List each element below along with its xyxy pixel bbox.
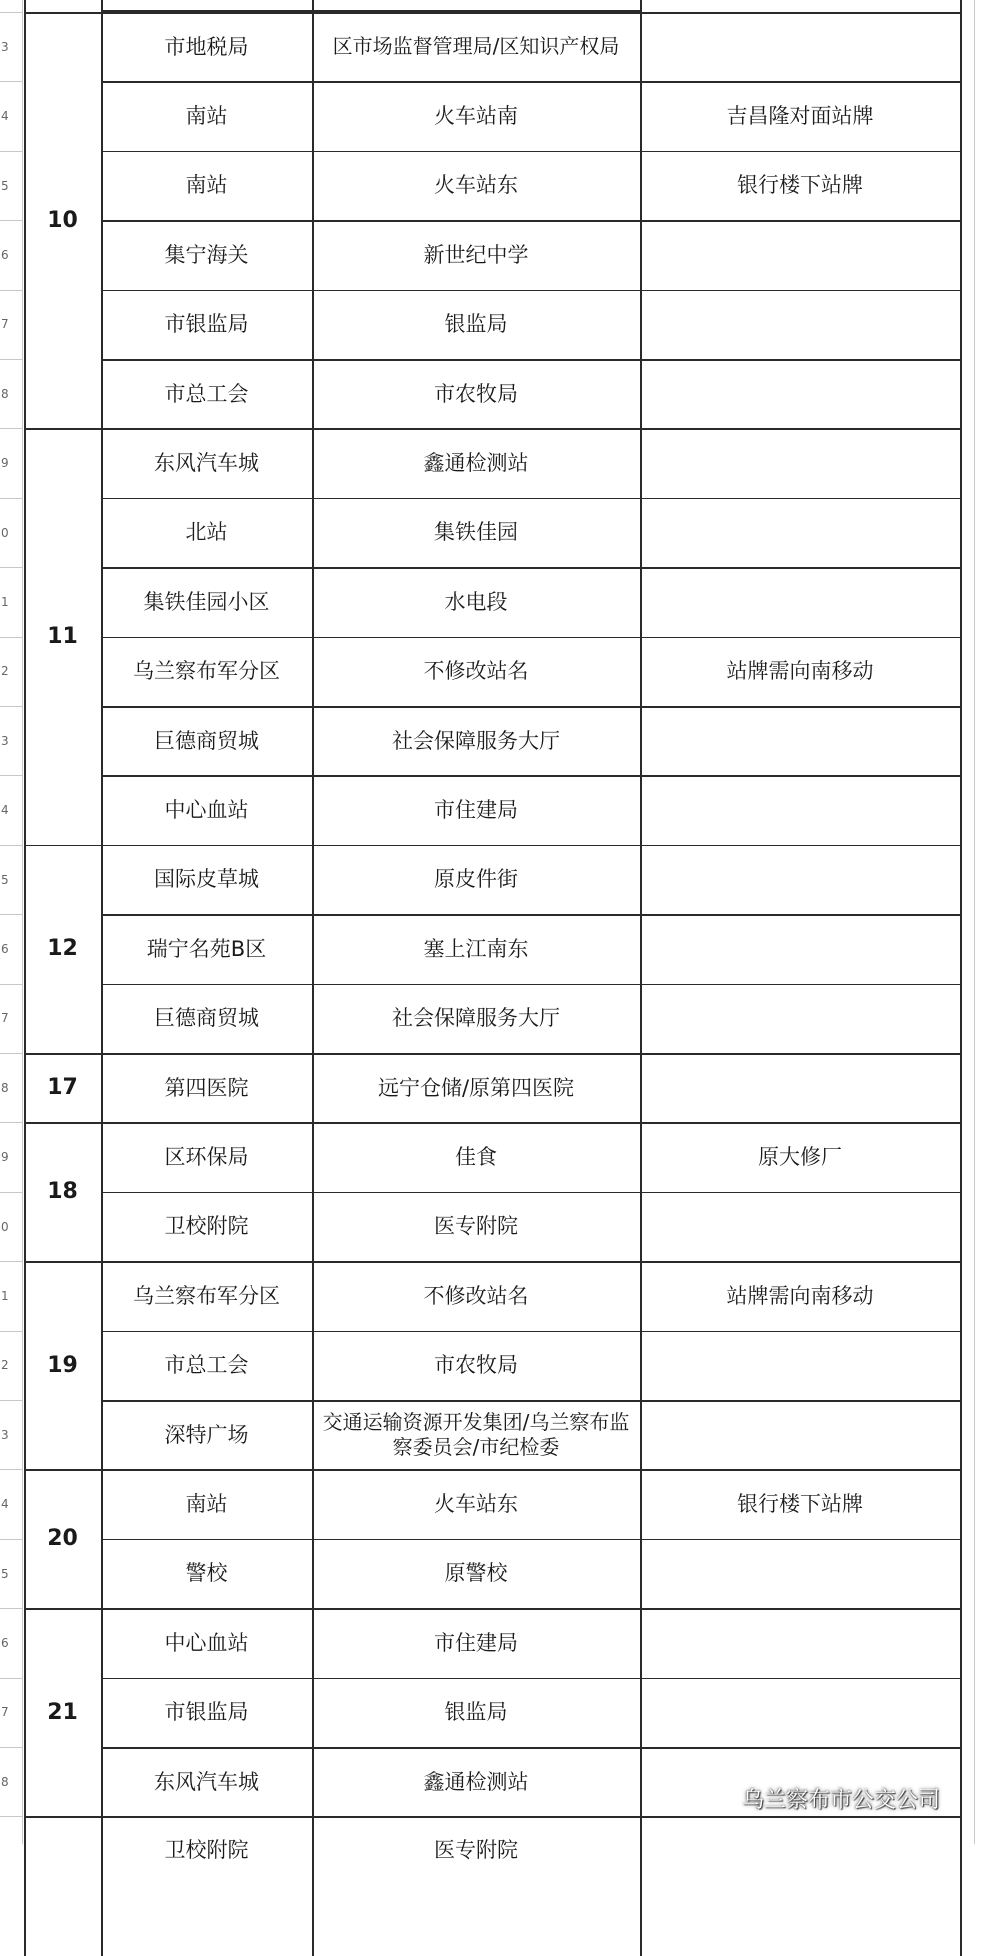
old-stop-name: 集宁海关 [164,242,249,267]
row-number: 4 [1,1497,9,1512]
row-number: 4 [1,803,9,818]
route-number: 10 [47,207,78,233]
old-stop-name: 市总工会 [164,381,249,406]
new-stop-name: 火车站东 [434,173,518,198]
old-stop-name: 市地税局 [164,34,249,59]
row-number: 6 [1,941,9,956]
old-stop-name: 巨德商贸城 [154,1006,259,1031]
rownum-divider [0,220,22,221]
new-stop-name: 火车站南 [434,103,518,128]
rownum-divider [0,1747,22,1748]
rownum-divider [0,1122,22,1123]
rownum-divider [0,845,22,846]
old-stop-name: 瑞宁名苑B区 [146,936,267,961]
rownum-divider [0,1469,22,1470]
rownum-divider [0,290,22,291]
rownum-divider [0,1400,22,1401]
row-number: 4 [1,109,9,124]
new-stop-name: 区市场监督管理局/区知识产权局 [332,34,620,59]
rownum-divider [0,1816,22,1817]
new-stop-name: 银监局 [444,312,508,337]
remark: 银行楼下站牌 [737,1491,863,1516]
row-number: 8 [1,386,9,401]
new-stop-name: 远宁仓储/原第四医院 [377,1075,575,1100]
remark [640,1678,960,1747]
old-stop-name: 卫校附院 [164,1214,249,1239]
new-stop-name: 不修改站名 [423,659,529,684]
rownum-divider [0,359,22,360]
remark [640,1192,960,1261]
row-number: 9 [1,456,9,471]
remark: 原大修厂 [758,1144,842,1169]
rownum-divider [0,151,22,152]
new-stop-name: 原皮件街 [434,867,518,892]
remark [640,1053,960,1122]
remark [640,359,960,428]
old-stop-name: 警校 [185,1561,228,1586]
remark [640,1608,960,1677]
remark [640,290,960,359]
rownum-divider [0,1678,22,1679]
row-number: 0 [1,525,9,540]
remark [640,914,960,983]
new-stop-name: 佳食 [455,1144,497,1169]
rownum-divider [0,567,22,568]
new-stop-name: 市农牧局 [434,1353,518,1378]
new-stop-name: 集铁佳园 [434,520,518,545]
rownum-divider [0,914,22,915]
old-stop-name: 南站 [185,1491,228,1516]
remark: 站牌需向南移动 [726,1283,874,1308]
new-stop-name: 市住建局 [434,797,518,822]
route-number: 11 [47,624,78,650]
remark: 站牌需向南移动 [726,659,874,684]
remark [640,1331,960,1400]
old-stop-name: 东风汽车城 [154,1769,259,1794]
remark [640,984,960,1053]
old-stop-name: 巨德商贸城 [154,728,259,753]
route-number: 12 [47,936,78,962]
remark [640,12,960,81]
rownum-divider [0,1192,22,1193]
old-stop-name: 市总工会 [164,1353,249,1378]
rownum-divider [0,775,22,776]
old-stop-name: 中心血站 [164,797,249,822]
row-number: 3 [1,1427,9,1442]
rownum-divider [0,1539,22,1540]
row-number: 3 [1,39,9,54]
row-number: 2 [1,1358,9,1373]
remark [640,498,960,567]
sheet-gridline-right [974,0,975,1844]
rownum-divider [0,1261,22,1262]
old-stop-name: 第四医院 [164,1075,249,1100]
row-number: 1 [1,1288,9,1303]
new-stop-name: 市住建局 [434,1630,518,1655]
watermark [700,1778,970,1818]
remark [640,706,960,775]
sheet-gridline-left [22,0,23,1844]
old-stop-name: 深特广场 [164,1422,249,1447]
row-number: 5 [1,178,9,193]
remark: 吉昌隆对面站牌 [726,103,874,128]
column-divider [960,0,962,1956]
old-stop-name: 市银监局 [164,1700,249,1725]
row-number: 7 [1,1705,9,1720]
new-stop-name: 社会保障服务大厅 [392,1006,560,1031]
rownum-divider [0,1331,22,1332]
row-number: 6 [1,247,9,262]
row-number: 9 [1,1150,9,1165]
row-number: 8 [1,1080,9,1095]
new-stop-name: 原警校 [444,1561,508,1586]
remark [640,567,960,636]
new-stop-name: 不修改站名 [423,1283,529,1308]
remark [640,1539,960,1608]
row-number: 5 [1,872,9,887]
row-number: 1 [1,594,9,609]
route-number: 21 [47,1699,78,1725]
old-stop-name: 北站 [185,520,228,545]
old-stop-name: 市银监局 [164,312,249,337]
remark [640,428,960,497]
row-number: 6 [1,1635,9,1650]
route-number: 18 [47,1179,78,1205]
new-stop-name: 医专附院 [434,1214,518,1239]
rownum-divider [0,1053,22,1054]
route-number: 19 [47,1352,78,1378]
route-number: 20 [47,1526,78,1552]
row-number: 7 [1,317,9,332]
new-stop-name: 市农牧局 [434,381,518,406]
new-stop-name: 鑫通检测站 [423,450,529,475]
row-number: 8 [1,1774,9,1789]
route-number: 17 [47,1075,78,1101]
new-stop-name: 塞上江南东 [423,936,529,961]
rownum-divider [0,706,22,707]
old-stop-name: 集铁佳园小区 [143,589,270,614]
row-number: 5 [1,1566,9,1581]
old-stop-name: 国际皮草城 [154,867,259,892]
row-number: 7 [1,1011,9,1026]
remark [640,220,960,289]
new-stop-name: 交通运输资源开发集团/乌兰察布监察委员会/市纪检委 [322,1409,630,1459]
old-stop-name: 区环保局 [164,1144,249,1169]
new-stop-name: 银监局 [444,1700,508,1725]
rownum-divider [0,984,22,985]
new-stop-name: 新世纪中学 [423,242,529,267]
watermark-text: 乌兰察布市公交公司 [742,1787,941,1813]
remark [640,1400,960,1469]
old-stop-name: 乌兰察布军分区 [133,1283,280,1308]
partial-old-stop-name: 卫校附院 [164,1838,249,1863]
row-number: 0 [1,1219,9,1234]
remark [640,845,960,914]
row-number: 3 [1,733,9,748]
remark: 银行楼下站牌 [737,173,863,198]
old-stop-name: 中心血站 [164,1630,249,1655]
old-stop-name: 乌兰察布军分区 [133,659,280,684]
rownum-divider [0,1608,22,1609]
rownum-divider [0,498,22,499]
wechat-icon [700,1781,734,1815]
partial-new-stop-name: 医专附院 [434,1838,518,1863]
rownum-divider [0,12,22,13]
row-number: 2 [1,664,9,679]
new-stop-name: 社会保障服务大厅 [392,728,560,753]
old-stop-name: 南站 [185,103,228,128]
old-stop-name: 东风汽车城 [154,450,259,475]
old-stop-name: 南站 [185,173,228,198]
new-stop-name: 水电段 [444,589,508,614]
rownum-divider [0,637,22,638]
new-stop-name: 火车站东 [434,1491,518,1516]
rownum-divider [0,81,22,82]
rownum-divider [0,428,22,429]
new-stop-name: 鑫通检测站 [423,1769,529,1794]
remark [640,775,960,844]
